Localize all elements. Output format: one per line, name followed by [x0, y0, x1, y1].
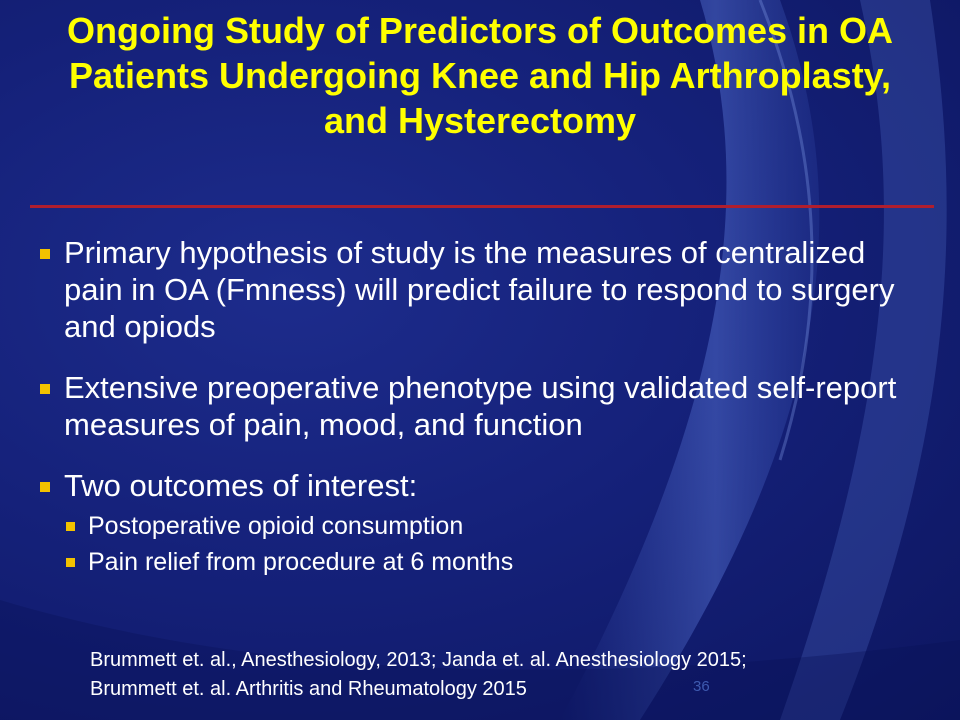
sub-bullet-text: Postoperative opioid consumption [88, 512, 464, 540]
bullet-square-icon [40, 482, 50, 492]
bullet-list [38, 234, 918, 580]
page-number: 36 [693, 678, 710, 695]
bullet-square-icon [40, 384, 50, 394]
citation [90, 646, 910, 704]
sub-bullet-list [64, 508, 918, 580]
citation-line-1: Brummett et. al., Anesthesiology, 2013; Janda et. al. Anesthesiology 2015; [90, 649, 747, 671]
bullet-square-icon [66, 558, 75, 567]
citation-line-2: Brummett et. al. Arthritis and Rheumatology 2015 [90, 678, 527, 700]
bullet-text: Extensive preoperative phenotype using validated self-report measures of pain, mood, and function [64, 370, 897, 442]
sub-bullet-text: Pain relief from procedure at 6 months [88, 548, 514, 576]
title-divider [30, 205, 934, 208]
sub-bullet-item [64, 508, 918, 544]
bullet-text: Two outcomes of interest: [64, 468, 418, 503]
bullet-text: Primary hypothesis of study is the measures of centralized pain in OA (Fmness) will predict failure to respond to surgery and opiods [64, 235, 895, 344]
bullet-item [38, 234, 918, 345]
bullet-item [38, 467, 918, 580]
bullet-item [38, 369, 918, 443]
sub-bullet-item [64, 544, 918, 580]
bullet-square-icon [40, 249, 50, 259]
slide-title: Ongoing Study of Predictors of Outcomes in OA Patients Undergoing Knee and Hip Arthroplasty, and Hysterectomy [66, 10, 894, 141]
bullet-square-icon [66, 522, 75, 531]
